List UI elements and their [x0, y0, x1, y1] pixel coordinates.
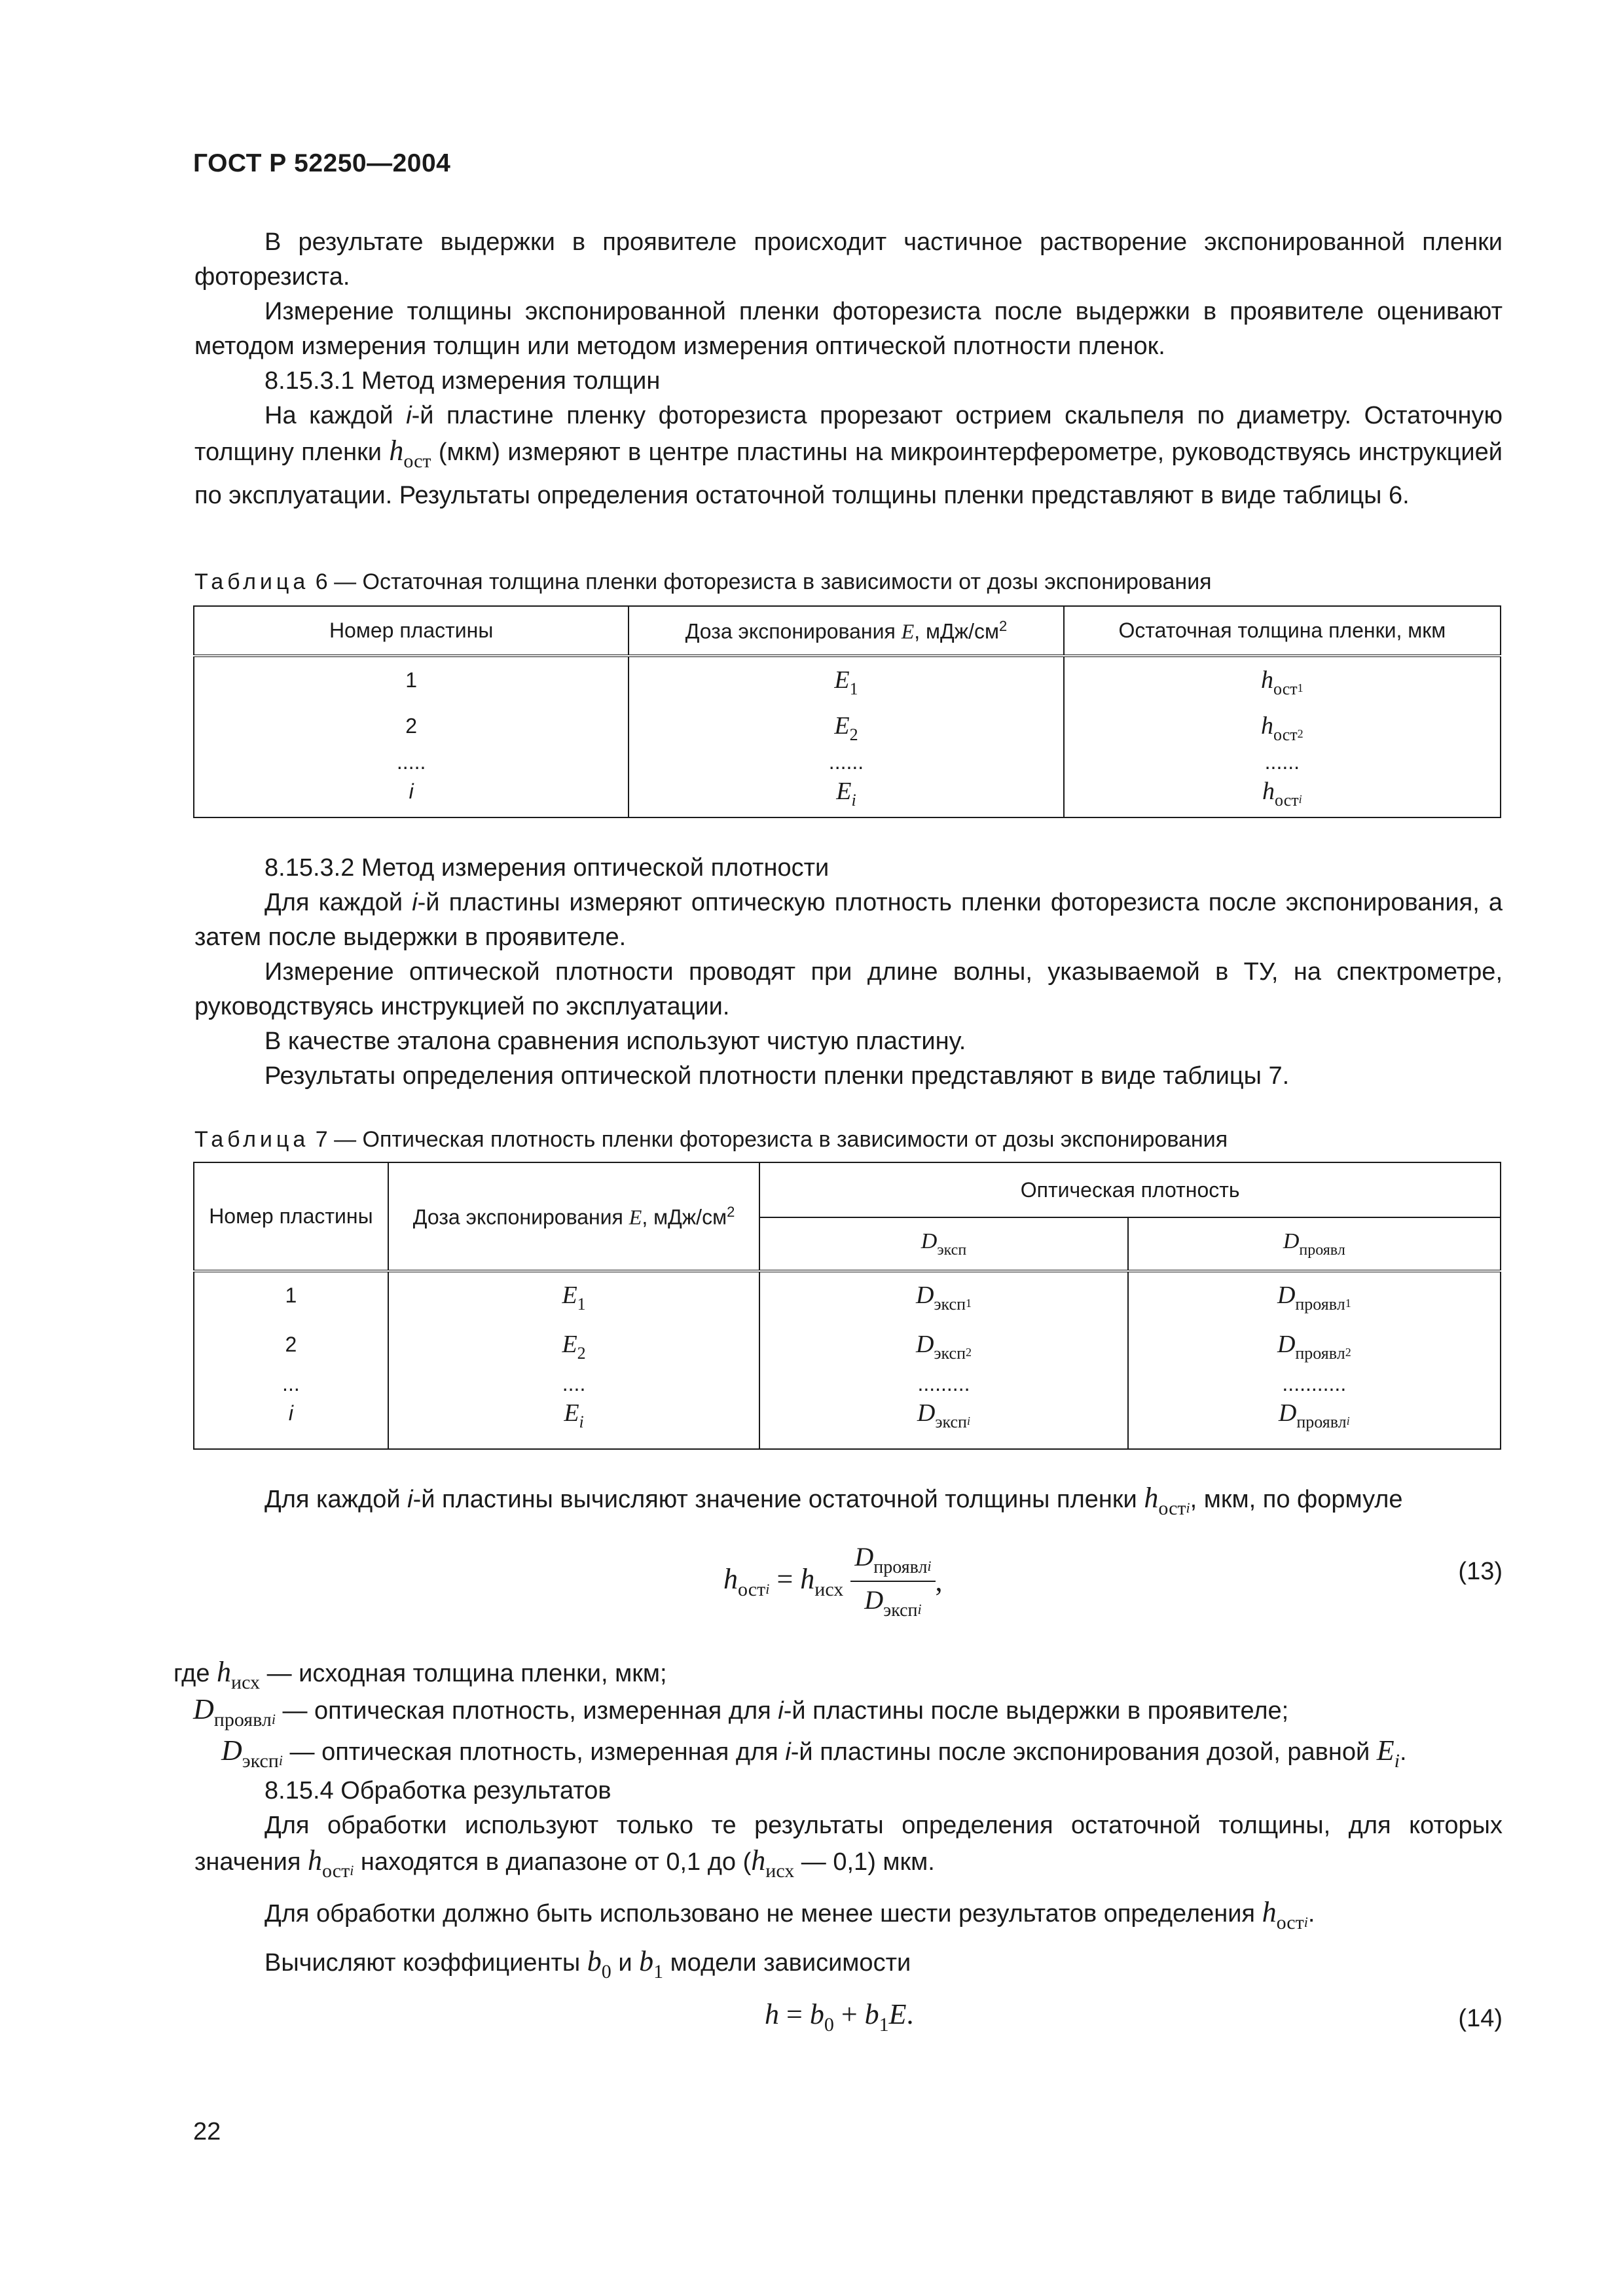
table-cell: $E_i$ [564, 1399, 584, 1431]
section-title-8-15-3-2: 8.15.3.2 Метод измерения оптической плотности [264, 854, 830, 882]
table-cell: 1 [405, 668, 418, 692]
table6-caption: Таблица 6 — Остаточная толщина пленки фоторезиста в зависимости от дозы экспонирования [194, 569, 1212, 594]
paragraph-formula-intro: Для каждой i-й пластины вычисляют значение остаточной толщины пленки $h_{остi}$, мкм, по формуле [264, 1482, 1403, 1519]
paragraph-processing-2: Для обработки должно быть использовано не менее шести результатов определения $h_{остi}$. [264, 1896, 1315, 1933]
formula-14-number: (14) [1458, 2005, 1503, 2032]
table-cell: $E_i$ [836, 778, 856, 810]
table7-col-plate [194, 1271, 388, 1449]
table7 [193, 1162, 1501, 1450]
table-row [194, 656, 1501, 817]
where-d-dev: $D_{проявлi}$ — оптическая плотность, измеренная для i-й пластины после выдержки в проявителе; [193, 1693, 1289, 1731]
table-cell: ..... [396, 750, 426, 774]
paragraph-optical-4: Результаты определения оптической плотности пленки представляют в виде таблицы 7. [264, 1062, 1290, 1090]
formula-13: $h_{остi} = h_{исх}$ $\frac{D_{проявлi}}{D_{экспi}}$ , [723, 1542, 943, 1621]
table6-header-dose: Доза экспонирования E, мДж/$см^2$ [629, 606, 1063, 656]
paragraph-optical-3: В качестве эталона сравнения используют чистую пластину. [264, 1028, 966, 1055]
table-cell: $D_{проявл}i$ [1278, 1399, 1350, 1431]
table-cell: 2 [405, 714, 418, 738]
formula-13-fraction: $\frac{D_{проявлi}}{D_{экспi}}$ [850, 1541, 935, 1621]
table7-col-d-exp [759, 1271, 1127, 1449]
table-cell: $h_{ост}2$ [1261, 712, 1304, 744]
table7-col-d-dev [1128, 1271, 1501, 1449]
table-cell: .... [562, 1372, 586, 1395]
document-code: ГОСТ Р 52250—2004 [193, 149, 451, 177]
table6-header-thickness: Остаточная толщина пленки, мкм [1064, 606, 1501, 656]
paragraph-intro-2: Измерение толщины экспонированной пленки фоторезиста после выдержки в проявителе оценивают методом измерения толщин или методом измерения оптической плотности пленок. [194, 298, 1503, 360]
table7-header-row-1 [194, 1162, 1501, 1217]
table-cell: ...... [1264, 750, 1300, 774]
paragraph-processing-1: Для обработки используют только те результаты определения остаточной толщины, для которых значения $h_{остi}$ находятся в диапазоне от 0,1 до ($h_{исх}$ — 0,1) мкм. [194, 1812, 1503, 1882]
table6-col-dose [629, 656, 1063, 817]
formula-13-number: (13) [1458, 1558, 1503, 1585]
table-cell: $E_1$ [562, 1282, 586, 1314]
table7-header-optical: Оптическая плотность [759, 1162, 1501, 1217]
table6-col-thickness [1064, 656, 1501, 817]
where-h-isx: где $h_{исх}$ — исходная толщина пленки, мкм; [173, 1656, 667, 1693]
table-cell: $E_2$ [562, 1331, 586, 1363]
table-cell: ........... [1282, 1372, 1347, 1395]
table7-col-dose [388, 1271, 760, 1449]
table-cell: $E_1$ [834, 666, 858, 698]
table-cell: ... [282, 1372, 300, 1395]
table-cell: $h_{ост}1$ [1261, 666, 1304, 698]
page-number: 22 [193, 2118, 221, 2145]
section-title-8-15-3-1: 8.15.3.1 Метод измерения толщин [264, 367, 661, 395]
table7-caption: Таблица 7 — Оптическая плотность пленки фоторезиста в зависимости от дозы экспонирования [194, 1127, 1228, 1152]
paragraph-thickness-method: На каждой i-й пластине пленку фоторезиста прорезают острием скальпеля по диаметру. Остаточную толщину пленки $h_{ост}$ (мкм) измеряют в центре пластины на микроинтерферометре, руководствуясь инструкцией по эксплуатации. Результаты определения остаточной толщины пленки представляют в виде таблицы 6. [194, 402, 1503, 509]
table-cell: $D_{эксп}i$ [917, 1399, 970, 1431]
table-cell: ......... [917, 1372, 970, 1395]
table-cell: i [409, 780, 414, 803]
table-cell: 1 [285, 1283, 297, 1307]
table-cell: i [288, 1401, 293, 1425]
table7-header-dose: Доза экспонирования E, мДж/$см^2$ [388, 1162, 760, 1271]
where-d-exp: $D_{экспi}$ — оптическая плотность, измеренная для i-й пластины после экспонирования дозой, равной $E_i$. [221, 1734, 1407, 1772]
table6-header-row [194, 606, 1501, 656]
table6 [193, 605, 1501, 818]
table-cell: $D_{проявл}1$ [1277, 1282, 1351, 1314]
table6-header-plate: Номер пластины [194, 606, 629, 656]
table-cell: $h_{ост}i$ [1262, 778, 1302, 810]
table7-header-d-dev: $D_{проявл}$ [1128, 1217, 1501, 1271]
paragraph-optical-2: Измерение оптической плотности проводят при длине волны, указываемой в ТУ, на спектрометре, руководствуясь инструкцией по эксплуатации. [194, 958, 1503, 1020]
table-row [194, 1271, 1501, 1449]
table6-col-plate [194, 656, 629, 817]
paragraph-optical-1: Для каждой i-й пластины измеряют оптическую плотность пленки фоторезиста после экспонирования, а затем после выдержки в проявителе. [194, 889, 1503, 951]
table-cell: $E_2$ [834, 712, 858, 744]
table-cell: 2 [285, 1333, 297, 1356]
table-cell: $D_{эксп}2$ [915, 1331, 972, 1363]
paragraph-processing-3: Вычисляют коэффициенты $b_0$ и $b_1$ модели зависимости [264, 1945, 911, 1982]
formula-14: h = b0 + b1E. [765, 1998, 914, 2036]
table7-header-d-exp: $D_{эксп}$ [759, 1217, 1127, 1271]
section-title-8-15-4: 8.15.4 Обработка результатов [264, 1777, 611, 1804]
table-cell: ...... [828, 750, 864, 774]
table-cell: $D_{проявл}2$ [1277, 1331, 1351, 1363]
table-cell: $D_{эксп}1$ [915, 1282, 972, 1314]
paragraph-intro-1: В результате выдержки в проявителе происходит частичное растворение экспонированной пленки фоторезиста. [194, 228, 1503, 291]
table7-header-plate: Номер пластины [194, 1162, 388, 1271]
